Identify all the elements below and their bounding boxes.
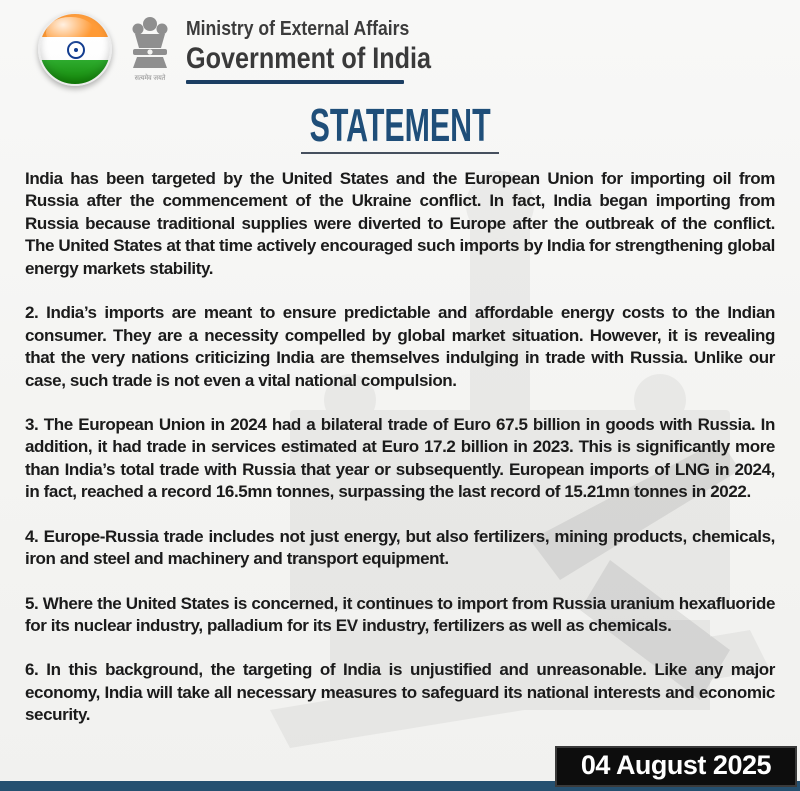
header-underline — [186, 80, 404, 84]
ashoka-chakra-icon — [67, 41, 85, 59]
government-name: Government of India — [186, 42, 432, 75]
title-block — [0, 98, 800, 154]
date-badge: 04 August 2025 — [555, 746, 797, 787]
header — [38, 12, 478, 86]
statement-paragraph-1: India has been targeted by the United States and the European Union for importing oil from Russia after the commencement of the Ukraine conflict. In fact, India began importing from Russia because traditional supplies were diverted to Europe after the outbreak of the conflict. The United States at that time actively encouraged such imports by India for strengthening global energy markets stability. — [25, 169, 775, 278]
statement-paragraph-6: 6. In this background, the targeting of India is unjustified and unreasonable. Like any major economy, India will take all necessary measures to safeguard its national interests and economic security. — [25, 660, 775, 725]
statement-paragraph-2: 2. India’s imports are meant to ensure predictable and affordable energy costs to the Indian consumer. They are a necessity compelled by global market situation. However, it is revealing that the very nations criticizing India are themselves indulging in trade with Russia. Unlike our case, such trade is not even a vital national compulsion. — [25, 303, 775, 390]
ashoka-lions-icon — [128, 16, 172, 70]
title-underline — [301, 152, 499, 154]
statement-body — [25, 168, 775, 749]
india-flag-icon — [38, 12, 112, 86]
page-title: STATEMENT — [309, 99, 491, 151]
ministry-name: Ministry of External Affairs — [186, 18, 410, 40]
statement-paragraph-5: 5. Where the United States is concerned, it continues to import from Russia uranium hexafluoride for its nuclear industry, palladium for its EV industry, fertilizers as well as chemicals. — [25, 593, 775, 635]
statement-paragraph-4: 4. Europe-Russia trade includes not just energy, but also fertilizers, mining products, chemicals, iron and steel and machinery and transport equipment. — [25, 526, 775, 569]
statement-paragraph-3: 3. The European Union in 2024 had a bilateral trade of Euro 67.5 billion in goods with Russia. In addition, it had trade in services estimated at Euro 17.2 billion in 2023. This is significantly more than India’s total trade with Russia that year or subsequently. European imports of LNG in 2024, in fact, reached a record 16.5mn tonnes, surpassing the last record of 15.21mn tonnes in 2022. — [25, 414, 775, 502]
national-emblem-icon — [126, 12, 174, 83]
header-titles — [186, 12, 478, 84]
emblem-motto: सत्यमेव जयते — [134, 75, 166, 82]
